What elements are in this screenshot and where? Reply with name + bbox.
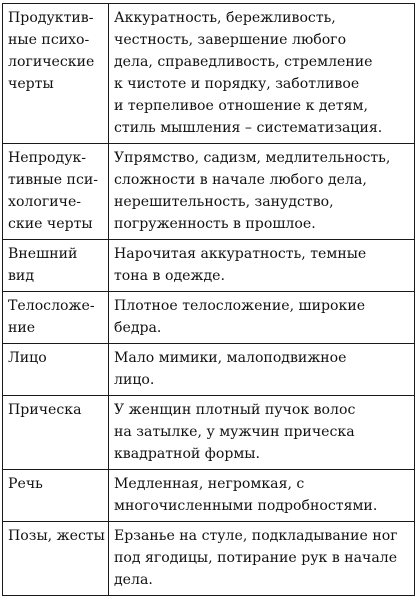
row-label-line: Телосложе- <box>8 298 95 314</box>
row-text-cell <box>109 292 415 344</box>
row-label-cell <box>3 4 109 144</box>
row-text-line: У женщин плотный пучок волос <box>114 402 356 418</box>
row-label-line: Лицо <box>8 350 47 366</box>
row-text-line: Медленная, негромкая, с <box>114 476 305 492</box>
row-text-line: дела. <box>114 572 153 588</box>
row-text-line: сложности в начале любого дела, <box>114 172 367 188</box>
row-text-cell <box>109 344 415 396</box>
row-text-line: Упрямство, садизм, медлительность, <box>114 150 391 166</box>
row-label-line: Непродук- <box>8 150 87 166</box>
row-label-line: ние <box>8 320 36 336</box>
row-label-cell <box>3 240 109 292</box>
table-row-speech <box>3 470 415 522</box>
table-row-appearance <box>3 240 415 292</box>
row-text-line: под ягодицы, потирание рук в начале <box>114 550 398 566</box>
row-text-line: нерешительность, занудство, <box>114 194 334 210</box>
row-label-cell <box>3 396 109 470</box>
row-label-cell <box>3 292 109 344</box>
row-text-cell <box>109 4 415 144</box>
row-label-line: тивные пси- <box>8 172 98 188</box>
row-text-line: Плотное телосложение, широкие <box>114 298 366 314</box>
row-label-cell <box>3 470 109 522</box>
row-text-cell <box>109 522 415 596</box>
row-text-cell <box>109 396 415 470</box>
row-label-line: черты <box>8 76 54 92</box>
table-row-unproductive-traits <box>3 144 415 240</box>
table-row-hairstyle <box>3 396 415 470</box>
row-label-line: Речь <box>8 476 43 492</box>
row-text-line: тона в одежде. <box>114 268 225 284</box>
row-label-line: Внешний <box>8 246 78 262</box>
row-text-line: Ерзанье на стуле, подкладывание ног <box>114 528 398 544</box>
row-text-line: к чистоте и порядку, заботливое <box>114 76 360 92</box>
row-text-line: лицо. <box>114 372 155 388</box>
row-label-cell <box>3 344 109 396</box>
row-label-line: ские черты <box>8 216 93 232</box>
row-text-line: Мало мимики, малоподвижное <box>114 350 347 366</box>
row-label-line: ные психо- <box>8 32 90 48</box>
table-row-face <box>3 344 415 396</box>
table-row-physique <box>3 292 415 344</box>
row-label-line: Позы, жесты <box>8 528 105 544</box>
row-label-line: хологиче- <box>8 194 82 210</box>
row-label-line: Прическа <box>8 402 82 418</box>
row-text-line: квадратной формы. <box>114 446 260 462</box>
row-label-cell <box>3 522 109 596</box>
row-text-cell <box>109 240 415 292</box>
row-label-line: Продуктив- <box>8 10 94 26</box>
table-row-productive-traits <box>3 4 415 144</box>
row-label-cell <box>3 144 109 240</box>
row-text-line: погруженность в прошлое. <box>114 216 316 232</box>
row-text-cell <box>109 470 415 522</box>
row-label-line: вид <box>8 268 35 284</box>
traits-table-body <box>3 4 415 596</box>
row-text-cell <box>109 144 415 240</box>
row-text-line: на затылке, у мужчин прическа <box>114 424 355 440</box>
row-text-line: Аккуратность, бережливость, <box>114 10 336 26</box>
row-label-line: логические <box>8 54 95 70</box>
row-text-line: бедра. <box>114 320 162 336</box>
row-text-line: честность, завершение любого <box>114 32 347 48</box>
row-text-line: дела, справедливость, стремление <box>114 54 373 70</box>
table-row-poses-gestures <box>3 522 415 596</box>
traits-table <box>2 3 415 596</box>
row-text-line: Нарочитая аккуратность, темные <box>114 246 367 262</box>
row-text-line: стиль мышления – систематизация. <box>114 120 383 136</box>
row-text-line: и терпеливое отношение к детям, <box>114 98 369 114</box>
row-text-line: многочисленными подробностями. <box>114 498 378 514</box>
